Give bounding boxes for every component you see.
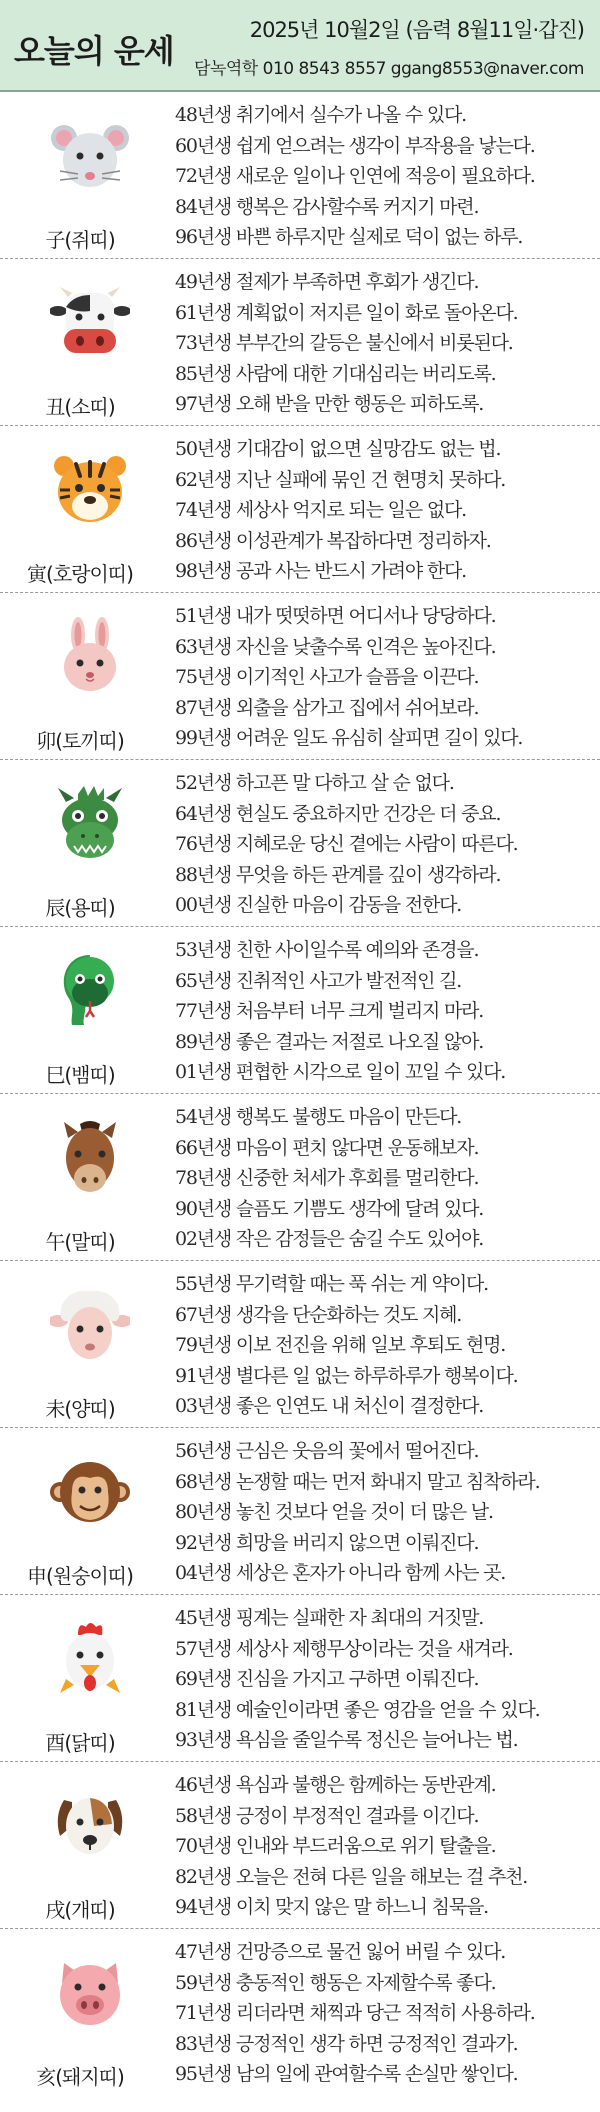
fortune-lines: [175, 434, 592, 587]
fortune-line: 60년생 쉽게 얻으려는 생각이 부작용을 낳는다.: [175, 134, 535, 157]
cow-icon: [50, 283, 130, 363]
fortune-line: 00년생 진실한 마음이 감동을 전한다.: [175, 894, 462, 916]
zodiac-sign-label: 卯(토끼띠): [36, 729, 124, 753]
fortune-line: 78년생 신중한 처세가 후회를 멀리한다.: [175, 1167, 479, 1189]
fortune-line: 56년생 근심은 웃음의 꽃에서 떨어진다.: [175, 1440, 479, 1462]
fortune-line: 76년생 지혜로운 당신 곁에는 사람이 따른다.: [175, 833, 518, 855]
fortune-row: [0, 1595, 600, 1762]
fortune-lines: [175, 1102, 592, 1255]
fortune-lines: [175, 267, 592, 420]
zodiac-animal: [0, 1595, 160, 1761]
fortune-line: 75년생 이기적인 사고가 슬픔을 이끈다.: [175, 666, 479, 688]
zodiac-sign-label: 辰(용띠): [45, 896, 115, 920]
fortune-line: 57년생 세상사 제행무상이라는 것을 새겨라.: [175, 1637, 513, 1660]
dragon-icon: [50, 784, 130, 864]
fortune-lines: [175, 935, 592, 1088]
fortune-row: [0, 1929, 600, 2096]
fortune-lines: [175, 1436, 592, 1589]
fortune-line: 73년생 부부간의 갈등은 불신에서 비롯된다.: [175, 332, 513, 354]
fortune-line: 81년생 예술인이라면 좋은 영감을 얻을 수 있다.: [175, 1698, 540, 1721]
zodiac-sign-label: 亥(돼지띠): [36, 2065, 124, 2089]
fortune-row: [0, 259, 600, 426]
fortune-line: 91년생 별다른 일 없는 하루하루가 행복이다.: [175, 1364, 518, 1387]
zodiac-animal: [0, 1428, 160, 1594]
rabbit-icon: [50, 617, 130, 697]
fortune-line: 67년생 생각을 단순화하는 것도 지혜.: [175, 1303, 462, 1326]
fortune-line: 98년생 공과 사는 반드시 가려야 한다.: [175, 560, 466, 582]
fortune-line: 94년생 이치 맞지 않은 말 하느니 침묵을.: [175, 1896, 488, 1918]
zodiac-sign-label: 寅(호랑이띠): [27, 562, 133, 586]
zodiac-sign-label: 未(양띠): [45, 1397, 115, 1421]
zodiac-sign-label: 子(쥐띠): [45, 228, 115, 252]
fortune-line: 55년생 무기력할 때는 푹 쉬는 게 약이다.: [175, 1273, 488, 1295]
zodiac-animal: [0, 927, 160, 1093]
fortune-line: 79년생 이보 전진을 위해 일보 후퇴도 현명.: [175, 1334, 506, 1356]
monkey-icon: [50, 1452, 130, 1532]
fortune-line: 87년생 외출을 삼가고 집에서 쉬어보라.: [175, 696, 479, 719]
fortune-lines: [175, 1603, 592, 1756]
dog-icon: [50, 1786, 130, 1866]
fortune-line: 01년생 편협한 시각으로 일이 꼬일 수 있다.: [175, 1061, 506, 1083]
fortune-lines: [175, 768, 592, 921]
fortune-line: 85년생 사람에 대한 기대심리는 버리도록.: [175, 362, 496, 385]
fortune-line: 71년생 리더라면 채찍과 당근 적적히 사용하라.: [175, 2002, 535, 2024]
contact-line: 담녹역학 010 8543 8557 ggang8553@naver.com: [194, 59, 584, 79]
fortune-line: 53년생 친한 사이일수록 예의와 존경을.: [175, 939, 479, 961]
snake-icon: [50, 951, 130, 1031]
fortune-line: 63년생 자신을 낮출수록 인격은 높아진다.: [175, 635, 496, 658]
zodiac-animal: [0, 1094, 160, 1260]
fortune-line: 65년생 진취적인 사고가 발전적인 길.: [175, 969, 462, 992]
fortune-line: 83년생 긍정적인 생각 하면 긍정적인 결과가.: [175, 2032, 518, 2055]
pig-icon: [50, 1953, 130, 2033]
fortune-line: 74년생 세상사 억지로 되는 일은 없다.: [175, 499, 466, 521]
fortune-line: 95년생 남의 일에 관여할수록 손실만 쌓인다.: [175, 2063, 518, 2085]
tiger-icon: [50, 450, 130, 530]
fortune-line: 72년생 새로운 일이나 인연에 적응이 필요하다.: [175, 165, 535, 187]
fortune-line: 93년생 욕심을 줄일수록 정신은 늘어나는 법.: [175, 1729, 518, 1751]
page-title: 오늘의 운세: [14, 32, 174, 70]
fortune-lines: [175, 1770, 592, 1923]
fortune-line: 64년생 현실도 중요하지만 건강은 더 중요.: [175, 802, 501, 825]
fortune-line: 69년생 진심을 가지고 구하면 이뤄진다.: [175, 1668, 479, 1690]
fortune-line: 46년생 욕심과 불행은 함께하는 동반관계.: [175, 1774, 496, 1796]
fortune-row: [0, 426, 600, 593]
fortune-row: [0, 1261, 600, 1428]
fortune-line: 47년생 건망증으로 물건 잃어 버릴 수 있다.: [175, 1941, 506, 1963]
fortune-line: 52년생 하고픈 말 다하고 살 순 없다.: [175, 772, 454, 794]
zodiac-animal: [0, 1261, 160, 1427]
fortune-lines: [175, 100, 592, 253]
fortune-line: 62년생 지난 실패에 묶인 건 현명치 못하다.: [175, 468, 506, 491]
fortune-row: [0, 92, 600, 259]
fortune-line: 84년생 행복은 감사할수록 커지기 마련.: [175, 195, 479, 218]
zodiac-sign-label: 戌(개띠): [45, 1898, 115, 1922]
rooster-icon: [50, 1619, 130, 1699]
fortune-line: 59년생 충동적인 행동은 자제할수록 좋다.: [175, 1971, 496, 1994]
fortune-line: 92년생 희망을 버리지 않으면 이뤄진다.: [175, 1531, 479, 1554]
fortune-line: 49년생 절제가 부족하면 후회가 생긴다.: [175, 271, 479, 293]
fortune-line: 88년생 무엇을 하든 관계를 깊이 생각하라.: [175, 863, 501, 886]
fortune-line: 70년생 인내와 부드러움으로 위기 탈출을.: [175, 1835, 496, 1857]
zodiac-sign-label: 申(원숭이띠): [27, 1564, 133, 1588]
fortune-row: [0, 1762, 600, 1929]
fortune-line: 99년생 어려운 일도 유심히 살피면 길이 있다.: [175, 727, 523, 749]
zodiac-animal: [0, 426, 160, 592]
fortune-row: [0, 1094, 600, 1261]
fortune-line: 04년생 세상은 혼자가 아니라 함께 사는 곳.: [175, 1562, 506, 1584]
fortune-lines: [175, 1937, 592, 2090]
fortune-row: [0, 593, 600, 760]
fortune-line: 82년생 오늘은 전혀 다른 일을 해보는 걸 추천.: [175, 1865, 528, 1888]
zodiac-sign-label: 丑(소띠): [45, 395, 115, 419]
fortune-line: 03년생 좋은 인연도 내 처신이 결정한다.: [175, 1395, 484, 1417]
fortune-line: 61년생 계획없이 저지른 일이 화로 돌아온다.: [175, 301, 518, 324]
zodiac-animal: [0, 1929, 160, 2096]
fortune-line: 77년생 처음부터 너무 크게 벌리지 마라.: [175, 1000, 484, 1022]
zodiac-animal: [0, 1762, 160, 1928]
fortune-line: 45년생 핑계는 실패한 자 최대의 거짓말.: [175, 1607, 484, 1629]
zodiac-sign-label: 巳(뱀띠): [45, 1063, 115, 1087]
fortune-line: 51년생 내가 떳떳하면 어디서나 당당하다.: [175, 605, 496, 627]
fortune-line: 50년생 기대감이 없으면 실망감도 없는 법.: [175, 438, 501, 460]
rat-icon: [50, 116, 130, 196]
fortune-line: 66년생 마음이 편치 않다면 운동해보자.: [175, 1136, 479, 1159]
fortune-line: 02년생 작은 감정들은 숨길 수도 있어야.: [175, 1228, 484, 1250]
fortune-row: [0, 760, 600, 927]
fortune-lines: [175, 601, 592, 754]
zodiac-animal: [0, 259, 160, 425]
fortune-line: 86년생 이성관계가 복잡하다면 정리하자.: [175, 529, 491, 552]
fortune-line: 97년생 오해 받을 만한 행동은 피하도록.: [175, 393, 484, 415]
fortune-line: 89년생 좋은 결과는 저절로 나오질 않아.: [175, 1030, 484, 1053]
fortune-row: [0, 927, 600, 1094]
fortune-list: [0, 92, 600, 2096]
fortune-line: 90년생 슬픔도 기쁨도 생각에 달려 있다.: [175, 1197, 484, 1220]
date-line: 2025년 10월2일 (음력 8월11일·갑진): [249, 18, 584, 42]
fortune-line: 96년생 바쁜 하루지만 실제로 덕이 없는 하루.: [175, 226, 523, 248]
zodiac-sign-label: 酉(닭띠): [45, 1731, 115, 1755]
fortune-lines: [175, 1269, 592, 1422]
zodiac-animal: [0, 760, 160, 926]
fortune-line: 58년생 긍정이 부정적인 결과를 이긴다.: [175, 1804, 479, 1827]
horse-icon: [50, 1118, 130, 1198]
fortune-row: [0, 1428, 600, 1595]
zodiac-sign-label: 午(말띠): [45, 1230, 115, 1254]
fortune-line: 80년생 놓친 것보다 얻을 것이 더 많은 날.: [175, 1501, 493, 1523]
sheep-icon: [50, 1285, 130, 1365]
zodiac-animal: [0, 593, 160, 759]
zodiac-animal: [0, 92, 160, 258]
fortune-line: 54년생 행복도 불행도 마음이 만든다.: [175, 1106, 462, 1128]
fortune-line: 68년생 논쟁할 때는 먼저 화내지 말고 침착하라.: [175, 1470, 540, 1493]
fortune-line: 48년생 취기에서 실수가 나올 수 있다.: [175, 104, 466, 126]
header: [0, 0, 600, 92]
